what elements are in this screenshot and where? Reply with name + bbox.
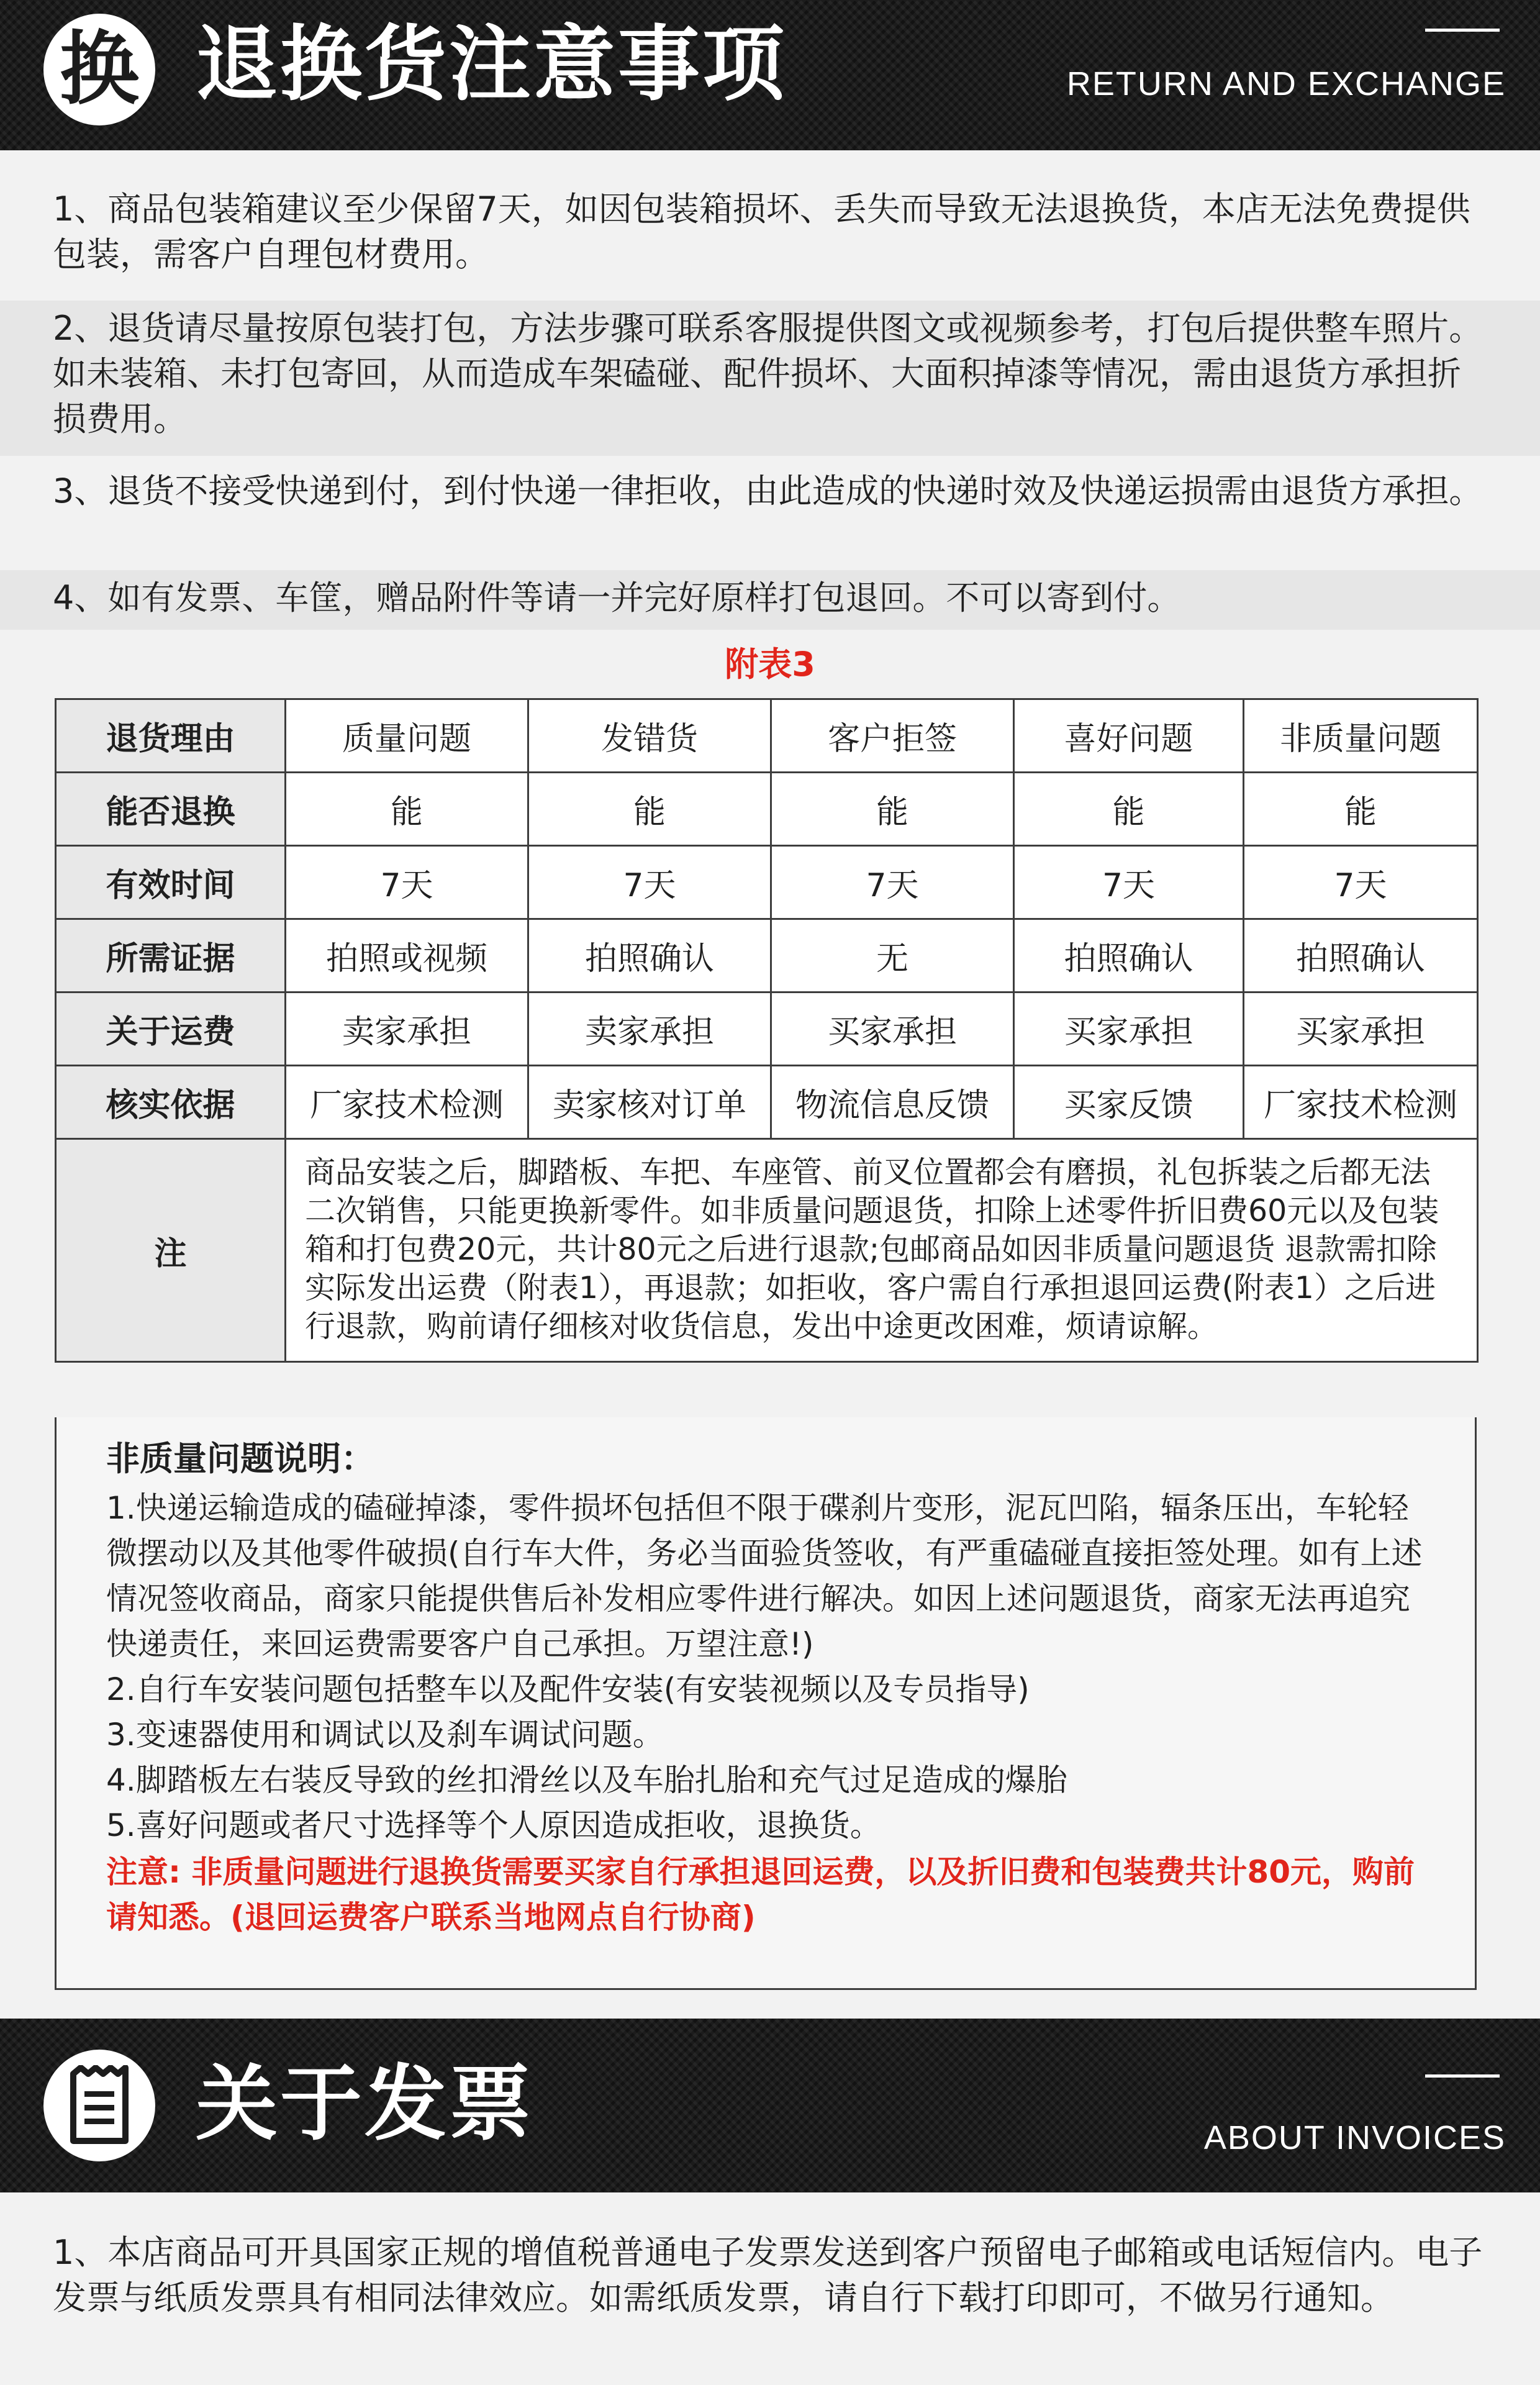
table-cell: 卖家核对订单 (528, 1066, 771, 1139)
table-cell: 无 (771, 919, 1014, 993)
table-row (56, 993, 1478, 1066)
table-cell: 拍照确认 (528, 919, 771, 993)
table-cell: 物流信息反馈 (771, 1066, 1014, 1139)
exchange-badge-char: 换 (59, 23, 139, 116)
non-quality-warning: 注意: 非质量问题进行退换货需要买家自行承担退回运费，以及折旧费和包装费共计80元，购前请知悉。(退回运费客户联系当地网点自行协商) (106, 1854, 1415, 1935)
table-cell: 买家承担 (1244, 993, 1478, 1066)
table-note-row (56, 1139, 1478, 1362)
non-quality-item: 5.喜好问题或者尺寸选择等个人原因造成拒收，退换货。 (106, 1807, 881, 1843)
header-divider (1425, 29, 1500, 32)
invoice-header (0, 2019, 1540, 2192)
non-quality-item: 1.快递运输造成的磕碰掉漆，零件损坏包括但不限于碟刹片变形，泥瓦凹陷，辐条压出，车轮轻微摆动以及其他零件破损(自行车大件，务必当面验货签收，有严重磕碰直接拒签处理。如有上述情况签收商品，商家只能提供售后补发相应零件进行解决。如因上述问题退货，商家无法再追究快递责任，来回运费需要客户自己承担。万望注意!) (106, 1490, 1423, 1662)
table-row (56, 1066, 1478, 1139)
table-cell: 能 (286, 773, 528, 846)
table-row-label: 退货理由 (56, 699, 286, 773)
table-cell: 7天 (1244, 846, 1478, 919)
invoice-document-icon (43, 2050, 155, 2161)
table-cell: 7天 (1014, 846, 1244, 919)
table-column-header: 发错货 (528, 699, 771, 773)
return-exchange-header (0, 0, 1540, 150)
table-caption: 附表3 (725, 645, 815, 684)
table-row-label: 核实依据 (56, 1066, 286, 1139)
table-column-header: 客户拒签 (771, 699, 1014, 773)
table-row (56, 773, 1478, 846)
table-cell: 拍照确认 (1244, 919, 1478, 993)
table-cell: 厂家技术检测 (286, 1066, 528, 1139)
header-divider (1425, 2074, 1500, 2078)
non-quality-title: 非质量问题说明： (106, 1439, 374, 1478)
table-cell: 拍照确认 (1014, 919, 1244, 993)
table-row-label: 能否退换 (56, 773, 286, 846)
return-policy-table (55, 698, 1477, 1363)
table-cell: 7天 (528, 846, 771, 919)
page-title: 退换货注意事项 (196, 17, 787, 112)
note-item-2: 2、退货请尽量按原包装打包，方法步骤可联系客服提供图文或视频参考，打包后提供整车照片。如未装箱、未打包寄回，从而造成车架磕碰、配件损坏、大面积掉漆等情况，需由退货方承担折损费用。 (0, 301, 1540, 456)
note-item-1: 1、商品包装箱建议至少保留7天，如因包装箱损坏、丢失而导致无法退换货，本店无法免费提供包装，需客户自理包材费用。 (53, 189, 1470, 274)
table-cell: 能 (771, 773, 1014, 846)
page-subtitle: RETURN AND EXCHANGE (1066, 65, 1506, 102)
invoice-note: 1、本店商品可开具国家正规的增值税普通电子发票发送到客户预留电子邮箱或电话短信内。电子发票与纸质发票具有相同法律效应。如需纸质发票，请自行下载打印即可，不做另行通知。 (53, 2233, 1483, 2317)
table-row-label: 所需证据 (56, 919, 286, 993)
note-item-3: 3、退货不接受快递到付，到付快递一律拒收，由此造成的快递时效及快递运损需由退货方承担。 (53, 471, 1483, 511)
table-cell: 7天 (286, 846, 528, 919)
table-cell: 卖家承担 (528, 993, 771, 1066)
table-cell: 买家反馈 (1014, 1066, 1244, 1139)
table-cell: 拍照或视频 (286, 919, 528, 993)
table-row (56, 919, 1478, 993)
non-quality-explanation (55, 1417, 1477, 1990)
table-cell: 厂家技术检测 (1244, 1066, 1478, 1139)
table-header-row (56, 699, 1478, 773)
non-quality-item: 4.脚踏板左右装反导致的丝扣滑丝以及车胎扎胎和充气过足造成的爆胎 (106, 1762, 1067, 1798)
invoice-title: 关于发票 (196, 2056, 533, 2152)
exchange-badge-icon (43, 14, 155, 125)
table-cell: 能 (1244, 773, 1478, 846)
table-cell: 买家承担 (1014, 993, 1244, 1066)
table-column-header: 质量问题 (286, 699, 528, 773)
table-cell: 能 (1014, 773, 1244, 846)
table-cell: 买家承担 (771, 993, 1014, 1066)
table-row-label: 有效时间 (56, 846, 286, 919)
non-quality-item: 2.自行车安装问题包括整车以及配件安装(有安装视频以及专员指导) (106, 1671, 1030, 1707)
table-note-text: 商品安装之后，脚踏板、车把、车座管、前叉位置都会有磨损，礼包拆装之后都无法二次销售，只能更换新零件。如非质量问题退货，扣除上述零件折旧费60元以及包装箱和打包费20元，共计80元之后进行退款;包邮商品如因非质量问题退货 退款需扣除实际发出运费（附表1），再退款；如拒收，客户需自行承担退回运费(附表1）之后进行退款，购前请仔细核对收货信息，发出中途更改困难，烦请谅解。 (286, 1139, 1478, 1362)
non-quality-item: 3.变速器使用和调试以及刹车调试问题。 (106, 1717, 664, 1753)
table-column-header: 喜好问题 (1014, 699, 1244, 773)
table-cell: 能 (528, 773, 771, 846)
table-row (56, 846, 1478, 919)
table-row-label: 关于运费 (56, 993, 286, 1066)
invoice-subtitle: ABOUT INVOICES (1203, 2119, 1506, 2156)
table-cell: 卖家承担 (286, 993, 528, 1066)
table-column-header: 非质量问题 (1244, 699, 1478, 773)
note-item-4: 4、如有发票、车筐，赠品附件等请一并完好原样打包退回。不可以寄到付。 (0, 570, 1540, 630)
table-cell: 7天 (771, 846, 1014, 919)
table-note-label: 注 (56, 1139, 286, 1362)
